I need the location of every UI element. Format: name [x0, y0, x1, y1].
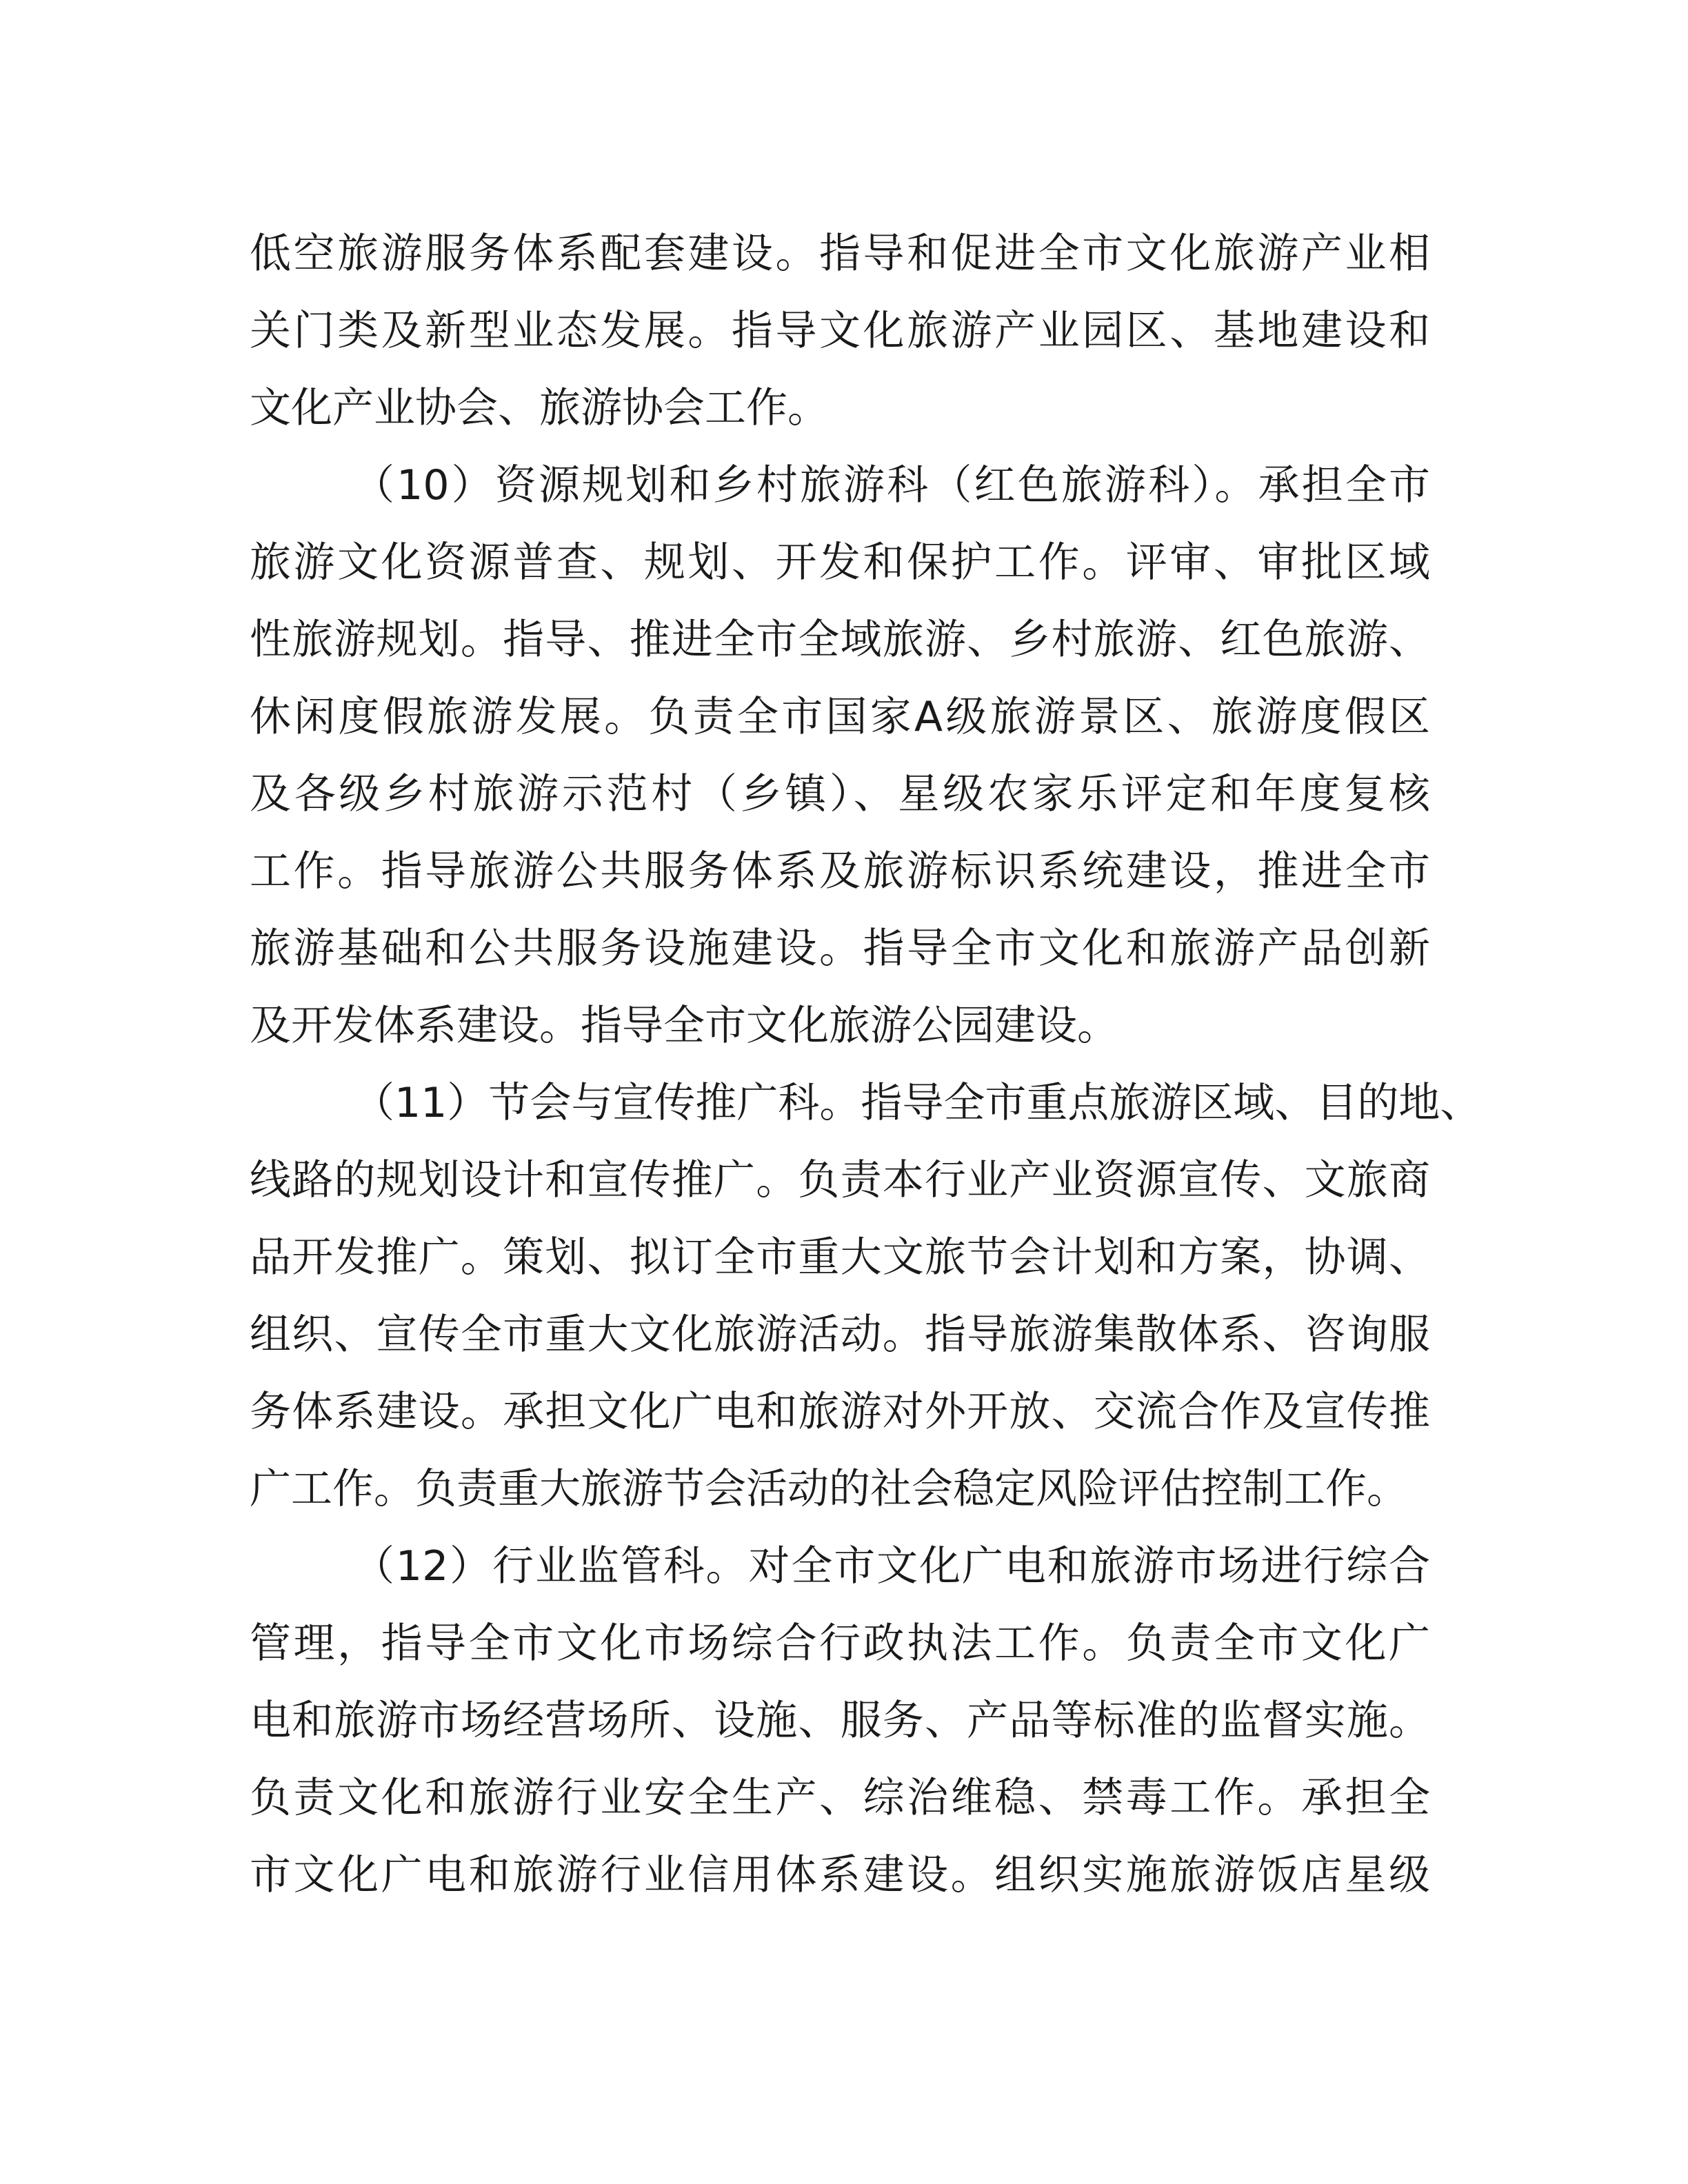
text-line: 休闲度假旅游发展。负责全市国家A级旅游景区、旅游度假区: [250, 693, 1430, 741]
text-line: 及各级乡村旅游示范村（乡镇）、星级农家乐评定和年度复核: [250, 770, 1430, 818]
text-line: 关门类及新型业态发展。指导文化旅游产业园区、基地建设和: [250, 307, 1430, 355]
text-line: 负责文化和旅游行业安全生产、综治维稳、禁毒工作。承担全: [250, 1774, 1430, 1822]
body-text: [250, 215, 1482, 1914]
text-line: 及开发体系建设。指导全市文化旅游公园建设。: [250, 1002, 1118, 1050]
section-11-heading-line: （11）节会与宣传推广科。指导全市重点旅游区域、目的地、: [353, 1079, 1482, 1127]
text-line: 组织、宣传全市重大文化旅游活动。指导旅游集散体系、咨询服: [250, 1311, 1430, 1359]
text-line: 低空旅游服务体系配套建设。指导和促进全市文化旅游产业相: [250, 230, 1430, 278]
section-12-heading-line: （12）行业监管科。对全市文化广电和旅游市场进行综合: [353, 1542, 1430, 1590]
text-line: 务体系建设。承担文化广电和旅游对外开放、交流合作及宣传推: [250, 1388, 1430, 1436]
text-line: 性旅游规划。指导、推进全市全域旅游、乡村旅游、红色旅游、: [250, 616, 1430, 664]
text-line: 工作。指导旅游公共服务体系及旅游标识系统建设，推进全市: [250, 847, 1430, 896]
text-line: 文化产业协会、旅游协会工作。: [250, 384, 829, 432]
text-line: 旅游文化资源普查、规划、开发和保护工作。评审、审批区域: [250, 538, 1430, 587]
section-10-heading-line: （10）资源规划和乡村旅游科（红色旅游科）。承担全市: [353, 461, 1430, 509]
text-line: 线路的规划设计和宣传推广。负责本行业产业资源宣传、文旅商: [250, 1156, 1430, 1204]
text-line: 管理，指导全市文化市场综合行政执法工作。负责全市文化广: [250, 1619, 1430, 1668]
text-line: 电和旅游市场经营场所、设施、服务、产品等标准的监督实施。: [250, 1697, 1430, 1745]
text-line: 广工作。负责重大旅游节会活动的社会稳定风险评估控制工作。: [250, 1465, 1408, 1513]
text-line: 市文化广电和旅游行业信用体系建设。组织实施旅游饭店星级: [250, 1851, 1430, 1899]
text-line: 旅游基础和公共服务设施建设。指导全市文化和旅游产品创新: [250, 924, 1430, 973]
text-line: 品开发推广。策划、拟订全市重大文旅节会计划和方案，协调、: [250, 1233, 1430, 1282]
